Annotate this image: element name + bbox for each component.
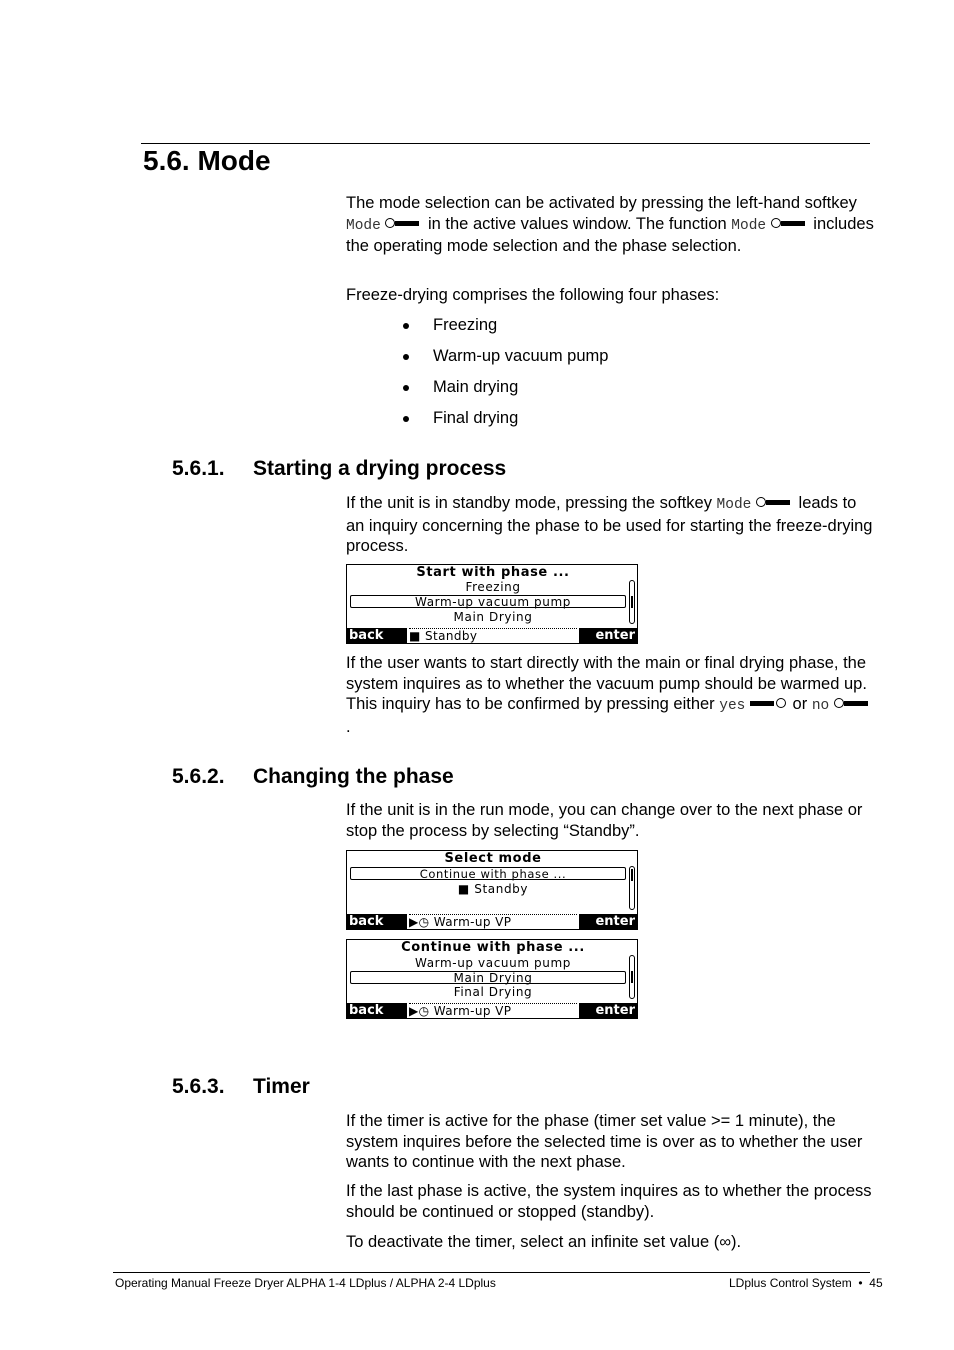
screen-option: Freezing [465, 580, 521, 594]
screen-title: Select mode [444, 851, 542, 866]
timer-paragraph-2: If the last phase is active, the system inquires as to whether the process should be continued or stopped (standby). [346, 1182, 872, 1221]
lcd-screen-continue-phase [346, 939, 638, 1019]
left-softkey-icon [834, 698, 872, 710]
softkey-bar [347, 914, 637, 929]
timer-paragraph-3: To deactivate the timer, select an infinite set value (∞). [346, 1233, 742, 1251]
enter-softkey[interactable]: enter [579, 1003, 637, 1018]
screen-option: Final Drying [453, 985, 533, 999]
right-softkey-icon [750, 698, 788, 710]
intro-paragraph: The mode selection can be activated by pressing the left-hand softkey Mode in the active values window. The function Mode includes the operating mode selection and the phase selection. [346, 194, 874, 255]
screen-option: ■ Standby [457, 882, 529, 896]
header-rule [141, 143, 870, 144]
lcd-screen-start-phase [346, 564, 638, 644]
footer-right: LDplus Control System • 45 [729, 1276, 883, 1290]
screen-option-selected: Main Drying [453, 971, 533, 985]
back-softkey[interactable]: back [347, 914, 407, 929]
scrollbar [629, 955, 635, 999]
screen-option-selected: Continue with phase ... [419, 867, 567, 881]
back-softkey[interactable]: back [347, 628, 407, 643]
back-softkey[interactable]: back [347, 1003, 407, 1018]
screen-option-selected: Warm-up vacuum pump [415, 595, 571, 609]
scrollbar [629, 580, 635, 624]
left-softkey-icon [771, 218, 809, 230]
screen-option: Warm-up vacuum pump [415, 956, 571, 970]
footer-rule [113, 1272, 870, 1273]
softkey-bar [347, 1003, 637, 1018]
starting-paragraph: If the unit is in standby mode, pressing the softkey Mode leads to an inquiry concerning the phase to be used for starting the freeze-drying process. [346, 494, 873, 555]
screen-title: Continue with phase ... [401, 940, 585, 955]
warmup-paragraph: If the user wants to start directly with the main or final drying phase, the system inquires as to whether the vacuum pump should be warmed up. This inquiry has to be confirmed by pressing either yes or no . [346, 653, 876, 737]
softkey-bar [347, 628, 637, 643]
changing-paragraph: If the unit is in the run mode, you can change over to the next phase or stop the process by selecting “Standby”. [346, 801, 863, 840]
left-softkey-icon [385, 218, 423, 230]
screen-option: Main Drying [453, 610, 533, 624]
page-number: 45 [869, 1276, 883, 1290]
enter-softkey[interactable]: enter [579, 628, 637, 643]
section-heading: 5.6. Mode [143, 145, 271, 176]
phases-intro: Freeze-drying comprises the following four phases: [346, 286, 720, 304]
left-softkey-icon [756, 497, 794, 509]
footer-left: Operating Manual Freeze Dryer ALPHA 1-4 LDplus / ALPHA 2-4 LDplus [115, 1276, 496, 1290]
timer-paragraph-1: If the timer is active for the phase (timer set value >= 1 minute), the system inquires before the selected time is over as to whether the user wants to continue with the next phase. [346, 1112, 863, 1171]
status-text: ■ Standby [409, 628, 577, 643]
screen-title: Start with phase ... [416, 565, 570, 580]
lcd-screen-select-mode [346, 850, 638, 930]
status-text: ▶◷ Warm-up VP [409, 1003, 577, 1018]
status-text: ▶◷ Warm-up VP [409, 914, 577, 929]
enter-softkey[interactable]: enter [579, 914, 637, 929]
scrollbar [629, 866, 635, 910]
